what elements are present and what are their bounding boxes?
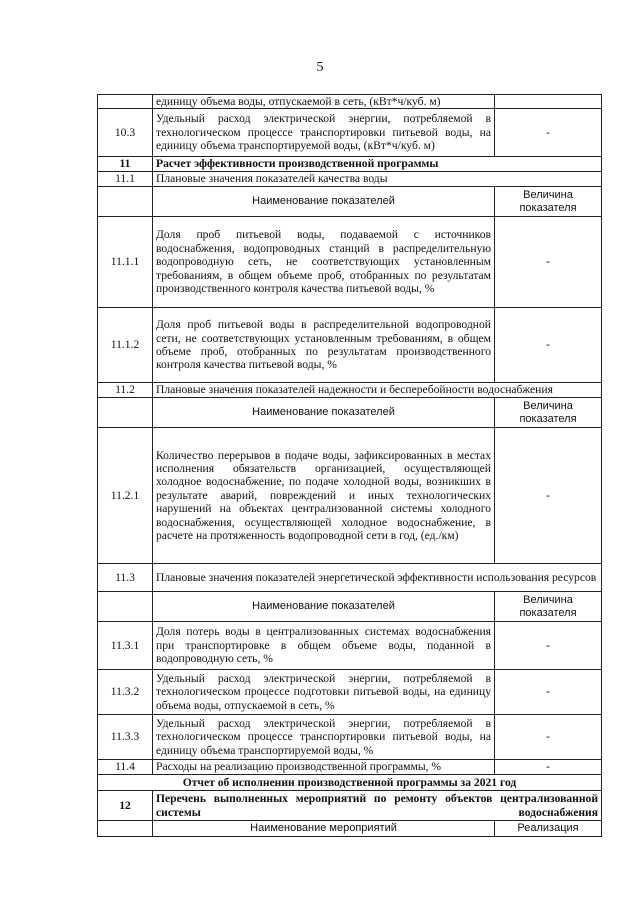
row-value: -	[495, 428, 602, 564]
table-row	[98, 670, 602, 715]
row-number: 10.3	[98, 109, 153, 157]
row-value	[495, 95, 602, 109]
subsection-title: Плановые значения показателей качества воды	[153, 172, 602, 187]
section-number: 12	[98, 791, 153, 821]
program-table	[97, 94, 602, 837]
subsection-row	[98, 383, 602, 398]
row-description: Доля проб питьевой воды в распределительной водопроводной сети, не соответствующих установленным требованиям, в общем объеме проб, отобранных по результатам производственного контроля качества питьевой воды, %	[153, 308, 495, 383]
row-description: Удельный расход электрической энергии, потребляемой в технологическом процессе подготовки питьевой воды, на единицу объема воды, отпускаемой в сеть, %	[153, 670, 495, 715]
row-number: 11.2.1	[98, 428, 153, 564]
blank-cell	[98, 821, 153, 837]
row-description: Расходы на реализацию производственной программы, %	[153, 760, 495, 775]
header-name: Наименование показателей	[153, 592, 495, 622]
table-row	[98, 428, 602, 564]
table-row	[98, 95, 602, 109]
subsection-row	[98, 172, 602, 187]
row-description: Удельный расход электрической энергии, потребляемой в технологическом процессе транспортировки питьевой воды, на единицу объема транспортируемой воды, (кВт*ч/куб. м)	[153, 109, 495, 157]
header-value: Реализация	[495, 821, 602, 837]
row-value: -	[495, 760, 602, 775]
row-number: 11.1.2	[98, 308, 153, 383]
report-title: Отчет об исполнении производственной программы за 2021 год	[98, 775, 602, 791]
row-value: -	[495, 715, 602, 760]
header-row	[98, 398, 602, 428]
row-value: -	[495, 670, 602, 715]
table-row	[98, 760, 602, 775]
page-number: 5	[316, 60, 324, 75]
header-value: Величина показателя	[495, 398, 602, 428]
subsection-number: 11.1	[98, 172, 153, 187]
section-row	[98, 157, 602, 172]
row-description: единицу объема воды, отпускаемой в сеть, (кВт*ч/куб. м)	[153, 95, 495, 109]
row-description: Количество перерывов в подаче воды, зафиксированных в местах исполнения обязательств организацией, осуществляющей холодное водоснабжение, по подаче холодной воды, возникших в результате аварий, повреждений и иных технологических нарушений на объектах централизованной системы холодного водоснабжения, осуществляющей холодное водоснабжение, в расчете на протяженность водопроводной сети в год, (ед./км)	[153, 428, 495, 564]
table-row	[98, 109, 602, 157]
section-number: 11	[98, 157, 153, 172]
subsection-title: Плановые значения показателей надежности и бесперебойности водоснабжения	[153, 383, 602, 398]
blank-cell	[98, 592, 153, 622]
row-number	[98, 95, 153, 109]
row-value: -	[495, 308, 602, 383]
subsection-number: 11.2	[98, 383, 153, 398]
subsection-row	[98, 564, 602, 592]
row-number: 11.3.3	[98, 715, 153, 760]
blank-cell	[98, 187, 153, 217]
header-row	[98, 821, 602, 837]
table-row	[98, 715, 602, 760]
row-description: Удельный расход электрической энергии, потребляемой в технологическом процессе транспортировки питьевой воды, на единицу объема транспортируемой воды, %	[153, 715, 495, 760]
header-value: Величина показателя	[495, 187, 602, 217]
header-name: Наименование показателей	[153, 187, 495, 217]
table-row	[98, 217, 602, 308]
header-row	[98, 592, 602, 622]
report-title-row	[98, 775, 602, 791]
table-row	[98, 622, 602, 670]
row-value: -	[495, 109, 602, 157]
header-name: Наименование показателей	[153, 398, 495, 428]
table-row	[98, 308, 602, 383]
row-number: 11.1.1	[98, 217, 153, 308]
subsection-number: 11.3	[98, 564, 153, 592]
section-title: Расчет эффективности производственной программы	[153, 157, 602, 172]
row-number: 11.3.2	[98, 670, 153, 715]
row-value: -	[495, 622, 602, 670]
section-title: Перечень выполненных мероприятий по ремонту объектов централизованной системы водоснабжения	[153, 791, 602, 821]
row-description: Доля потерь воды в централизованных системах водоснабжения при транспортировке в общем объеме воды, поданной в водопроводную сеть, %	[153, 622, 495, 670]
row-description: Доля проб питьевой воды, подаваемой с источников водоснабжения, водопроводных станций в распределительную водопроводную сеть, не соответствующих установленным требованиям, в общем объеме проб, отобранных по результатам производственного контроля качества питьевой воды, %	[153, 217, 495, 308]
row-number: 11.3.1	[98, 622, 153, 670]
blank-cell	[98, 398, 153, 428]
row-number: 11.4	[98, 760, 153, 775]
header-value: Величина показателя	[495, 592, 602, 622]
section-row	[98, 791, 602, 821]
row-value: -	[495, 217, 602, 308]
subsection-title: Плановые значения показателей энергетической эффективности использования ресурсов	[153, 564, 602, 592]
header-name: Наименование мероприятий	[153, 821, 495, 837]
header-row	[98, 187, 602, 217]
